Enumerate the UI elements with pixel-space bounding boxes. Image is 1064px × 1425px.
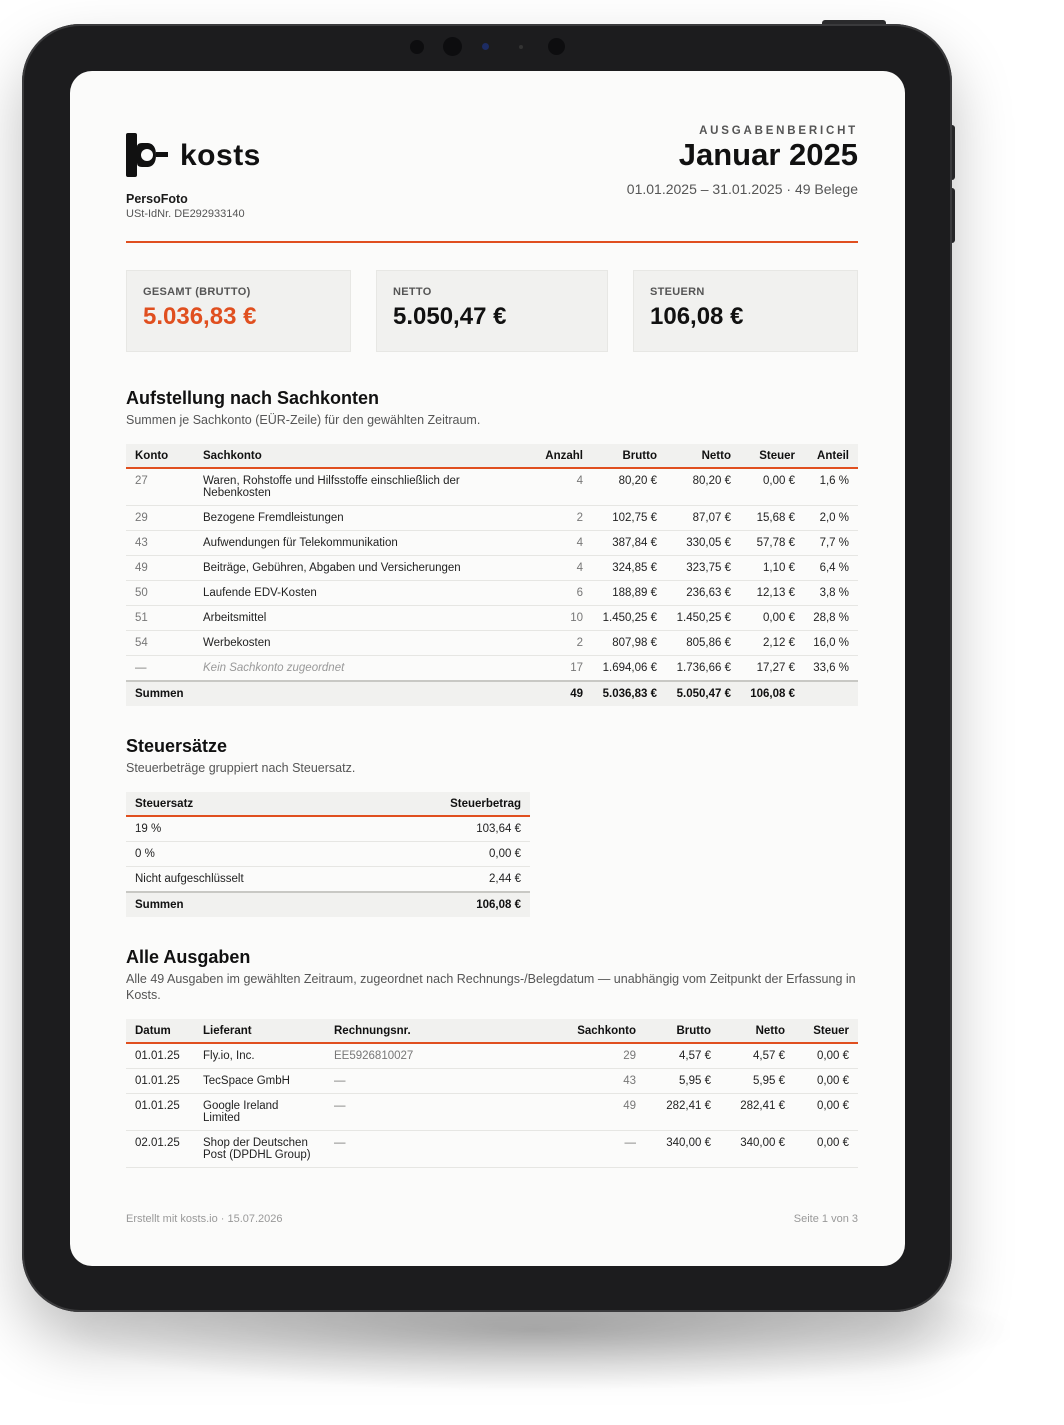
tax-total-value: 106,08 €: [650, 303, 744, 330]
table-cell: 1,10 €: [740, 556, 804, 581]
logo-text: kosts: [180, 139, 261, 172]
table-cell: 28,8 %: [804, 606, 858, 631]
report-label: AUSGABENBERICHT: [699, 125, 858, 137]
column-header: Rechnungsnr.: [325, 1019, 483, 1043]
table-cell: Fly.io, Inc.: [194, 1043, 325, 1069]
table-cell: 01.01.25: [126, 1094, 194, 1131]
table-row: [126, 631, 858, 656]
table-cell: 103,64 €: [396, 816, 530, 842]
table-row: [126, 867, 530, 893]
table-cell: Aufwendungen für Telekommunikation: [194, 531, 516, 556]
gross-total-card: [126, 270, 351, 352]
kosts-logo-icon: [126, 133, 172, 179]
table-cell: 10: [516, 606, 592, 631]
table-cell: 4,57 €: [645, 1043, 720, 1069]
table-cell: 323,75 €: [666, 556, 740, 581]
table-sum-row: [126, 892, 530, 917]
table-cell: 29: [126, 506, 194, 531]
table-cell: 4: [516, 531, 592, 556]
table-cell: 16,0 %: [804, 631, 858, 656]
table-cell: 49: [126, 556, 194, 581]
table-cell: 54: [126, 631, 194, 656]
table-cell: Nicht aufgeschlüsselt: [126, 867, 396, 893]
table-row: [126, 656, 858, 682]
table-cell: 3,8 %: [804, 581, 858, 606]
table-cell: EE5926810027: [325, 1043, 483, 1069]
table-sum-row: [126, 681, 858, 706]
table-cell: 1.736,66 €: [666, 656, 740, 682]
table-row: [126, 1094, 858, 1131]
table-cell: 49: [483, 1094, 645, 1131]
accounts-table: [126, 444, 858, 706]
table-cell: 15,68 €: [740, 506, 804, 531]
column-header: Konto: [126, 444, 194, 468]
tax-rates-table: [126, 792, 530, 917]
sum-cell: Summen: [126, 681, 194, 706]
sum-cell: [804, 681, 858, 706]
column-header: Sachkonto: [194, 444, 516, 468]
column-header: Brutto: [645, 1019, 720, 1043]
table-cell: 805,86 €: [666, 631, 740, 656]
table-cell: —: [483, 1131, 645, 1168]
expenses-section: [126, 947, 858, 1168]
footer-created: Erstellt mit kosts.io · 15.07.2026: [126, 1213, 283, 1225]
table-cell: 2,44 €: [396, 867, 530, 893]
table-cell: 7,7 %: [804, 531, 858, 556]
table-cell: 5,95 €: [645, 1069, 720, 1094]
table-cell: 27: [126, 468, 194, 506]
table-cell: 1.450,25 €: [666, 606, 740, 631]
table-cell: —: [325, 1131, 483, 1168]
table-cell: 324,85 €: [592, 556, 666, 581]
column-header: Netto: [666, 444, 740, 468]
table-cell: 0,00 €: [396, 842, 530, 867]
table-cell: 5,95 €: [720, 1069, 794, 1094]
sum-cell: 49: [516, 681, 592, 706]
gross-total-label: GESAMT (BRUTTO): [143, 286, 251, 298]
camera-dot-small: [519, 45, 523, 49]
tax-total-label: STEUERN: [650, 286, 705, 298]
net-total-label: NETTO: [393, 286, 432, 298]
table-cell: 19 %: [126, 816, 396, 842]
accounts-title: Aufstellung nach Sachkonten: [126, 388, 380, 408]
table-cell: —: [325, 1094, 483, 1131]
table-cell: Laufende EDV-Kosten: [194, 581, 516, 606]
table-cell: 0,00 €: [794, 1131, 858, 1168]
table-cell: 2,12 €: [740, 631, 804, 656]
table-cell: 340,00 €: [720, 1131, 794, 1168]
tax-rates-section: [126, 736, 858, 917]
table-cell: 0 %: [126, 842, 396, 867]
accounts-section: [126, 388, 858, 706]
column-header: Sachkonto: [483, 1019, 645, 1043]
tax-rates-subtitle: Steuerbeträge gruppiert nach Steuersatz.: [126, 761, 356, 775]
sum-cell: 5.036,83 €: [592, 681, 666, 706]
table-cell: 02.01.25: [126, 1131, 194, 1168]
tablet-screen: [70, 71, 905, 1266]
kosts-logo: [126, 133, 261, 179]
table-cell: Beiträge, Gebühren, Abgaben und Versicherungen: [194, 556, 516, 581]
table-row: [126, 468, 858, 506]
table-cell: Bezogene Fremdleistungen: [194, 506, 516, 531]
table-row: [126, 1043, 858, 1069]
table-cell: Arbeitsmittel: [194, 606, 516, 631]
table-cell: 236,63 €: [666, 581, 740, 606]
tax-total-card: [633, 270, 858, 352]
table-cell: 29: [483, 1043, 645, 1069]
column-header: Anzahl: [516, 444, 592, 468]
table-cell: 4,57 €: [720, 1043, 794, 1069]
table-cell: 6,4 %: [804, 556, 858, 581]
footer-page-number: Seite 1 von 3: [793, 1213, 858, 1225]
table-cell: 330,05 €: [666, 531, 740, 556]
table-cell: 43: [483, 1069, 645, 1094]
table-cell: 387,84 €: [592, 531, 666, 556]
table-cell: 01.01.25: [126, 1069, 194, 1094]
table-cell: 1.694,06 €: [592, 656, 666, 682]
sum-cell: 106,08 €: [740, 681, 804, 706]
table-cell: 0,00 €: [794, 1069, 858, 1094]
camera-lens: [443, 37, 462, 56]
column-header: Datum: [126, 1019, 194, 1043]
table-cell: 102,75 €: [592, 506, 666, 531]
column-header: Steuerbetrag: [396, 792, 530, 816]
column-header: Steuer: [794, 1019, 858, 1043]
expenses-subtitle: Alle 49 Ausgaben im gewählten Zeitraum, zugeordnet nach Rechnungs-/Belegdatum — unabhängig vom Zeitpunkt der Erfassung in Kosts.: [126, 972, 856, 1002]
expenses-table: [126, 1019, 858, 1168]
table-cell: 12,13 €: [740, 581, 804, 606]
table-cell: 2: [516, 631, 592, 656]
vat-id: USt-IdNr. DE292933140: [126, 208, 245, 220]
camera-dot: [410, 40, 424, 54]
table-cell: Google Ireland Limited: [194, 1094, 325, 1131]
report-title: Januar 2025: [678, 137, 858, 172]
net-total-value: 5.050,47 €: [393, 303, 507, 330]
net-total-card: [376, 270, 608, 352]
table-cell: 0,00 €: [740, 468, 804, 506]
table-cell: —: [126, 656, 194, 682]
camera-dot-right: [548, 38, 565, 55]
sum-cell: 5.050,47 €: [666, 681, 740, 706]
sum-cell: 106,08 €: [396, 892, 530, 917]
table-cell: 33,6 %: [804, 656, 858, 682]
table-cell: 1.450,25 €: [592, 606, 666, 631]
sum-cell: [194, 681, 516, 706]
table-row: [126, 816, 530, 842]
report-period: 01.01.2025 – 31.01.2025 · 49 Belege: [626, 181, 858, 197]
table-cell: 807,98 €: [592, 631, 666, 656]
table-cell: 2,0 %: [804, 506, 858, 531]
table-cell: 0,00 €: [794, 1043, 858, 1069]
table-cell: 43: [126, 531, 194, 556]
table-cell: 2: [516, 506, 592, 531]
table-cell: —: [325, 1069, 483, 1094]
table-cell: 4: [516, 556, 592, 581]
table-cell: 0,00 €: [794, 1094, 858, 1131]
table-row: [126, 556, 858, 581]
table-cell: 17: [516, 656, 592, 682]
table-cell: 6: [516, 581, 592, 606]
table-cell: 4: [516, 468, 592, 506]
table-cell: Shop der Deutschen Post (DPDHL Group): [194, 1131, 325, 1168]
column-header: Steuersatz: [126, 792, 396, 816]
table-cell: Waren, Rohstoffe und Hilfsstoffe einschließlich der Nebenkosten: [194, 468, 516, 506]
column-header: Netto: [720, 1019, 794, 1043]
table-row: [126, 606, 858, 631]
report-header: [126, 125, 858, 243]
table-cell: TecSpace GmbH: [194, 1069, 325, 1094]
table-cell: 282,41 €: [720, 1094, 794, 1131]
table-cell: 01.01.25: [126, 1043, 194, 1069]
table-cell: 57,78 €: [740, 531, 804, 556]
column-header: Steuer: [740, 444, 804, 468]
table-cell: 340,00 €: [645, 1131, 720, 1168]
table-cell: 1,6 %: [804, 468, 858, 506]
column-header: Anteil: [804, 444, 858, 468]
company-name: PersoFoto: [126, 192, 188, 206]
table-cell: 80,20 €: [592, 468, 666, 506]
summary-cards: [126, 270, 858, 352]
table-cell: 282,41 €: [645, 1094, 720, 1131]
table-cell: 51: [126, 606, 194, 631]
table-cell: 80,20 €: [666, 468, 740, 506]
table-cell: 50: [126, 581, 194, 606]
table-cell: Werbekosten: [194, 631, 516, 656]
table-cell: 188,89 €: [592, 581, 666, 606]
report-page: [126, 125, 858, 1168]
table-cell: 0,00 €: [740, 606, 804, 631]
table-row: [126, 581, 858, 606]
gross-total-value: 5.036,83 €: [143, 303, 257, 330]
table-row: [126, 1131, 858, 1168]
column-header: Lieferant: [194, 1019, 325, 1043]
accounts-subtitle: Summen je Sachkonto (EÜR-Zeile) für den gewählten Zeitraum.: [126, 413, 481, 427]
table-row: [126, 506, 858, 531]
table-cell: 17,27 €: [740, 656, 804, 682]
sum-cell: Summen: [126, 892, 396, 917]
tax-rates-title: Steuersätze: [126, 736, 228, 756]
table-row: [126, 1069, 858, 1094]
column-header: Brutto: [592, 444, 666, 468]
camera-sensor: [482, 43, 489, 50]
table-cell: Kein Sachkonto zugeordnet: [194, 656, 516, 682]
table-row: [126, 531, 858, 556]
table-cell: 87,07 €: [666, 506, 740, 531]
table-row: [126, 842, 530, 867]
report-footer: [126, 1213, 858, 1225]
expenses-title: Alle Ausgaben: [126, 947, 251, 967]
